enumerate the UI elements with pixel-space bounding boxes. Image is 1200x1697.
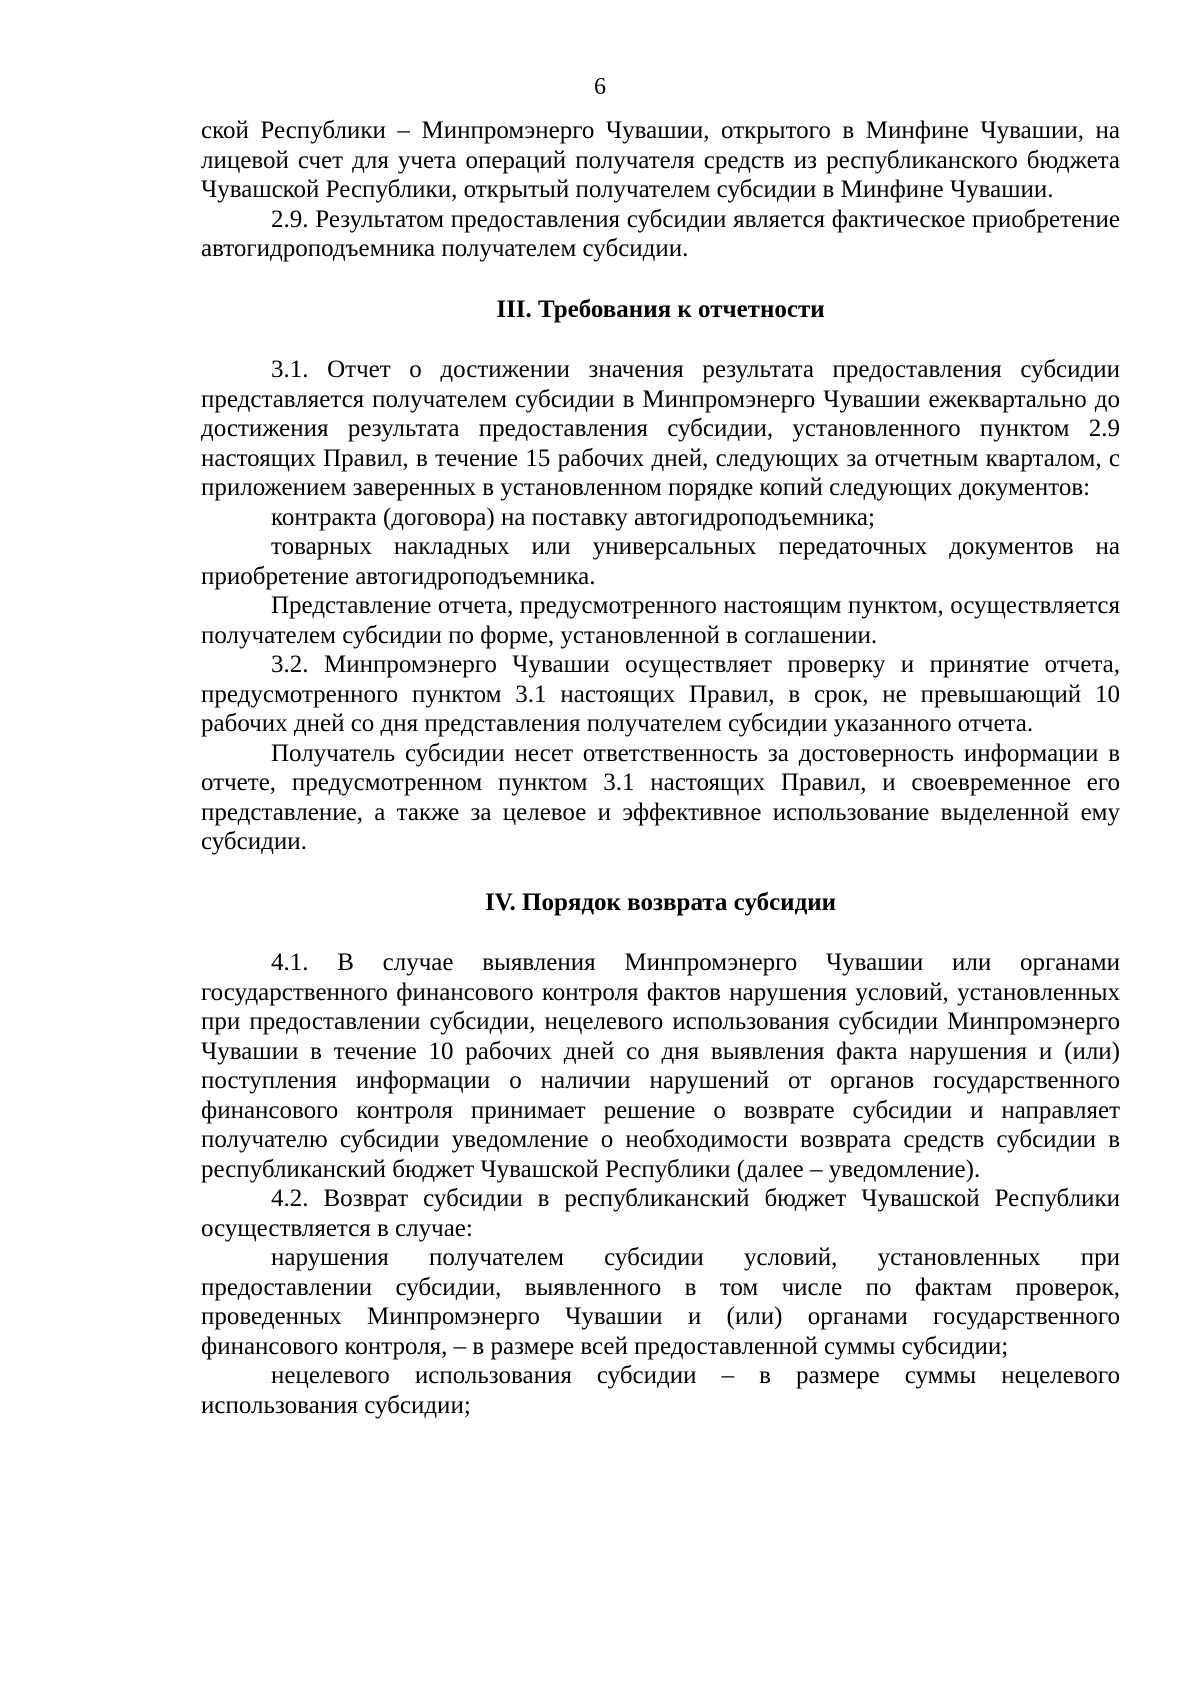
paragraph-3-1: 3.1. Отчет о достижении значения результата предоставления субсидии представляется получателем субсидии в Минпромэнерго Чувашии ежеквартально до достижения результата предоставления субсидии, установленного пунктом 2.9 настоящих Правил, в течение 15 рабочих дней, следующих за отчетным кварталом, с приложением заверенных в установленном порядке копий следующих документов: [201, 356, 1120, 501]
paragraph-invoices-item: товарных накладных или универсальных передаточных документов на приобретение автогидроподъемника. [201, 533, 1120, 590]
paragraph-4-1: 4.1. В случае выявления Минпромэнерго Чувашии или органами государственного финансового контроля фактов нарушения условий, установленных при предоставлении субсидии, нецелевого использования субсидии Минпромэнерго Чувашии в течение 10 рабочих дней со дня выявления факта нарушения и (или) поступления информации о наличии нарушений от органов государственного финансового контроля принимает решение о возврате субсидии и направляет получателю субсидии уведомление о необходимости возврата средств субсидии в республиканский бюджет Чувашской Республики (далее – уведомление). [201, 949, 1120, 1183]
document-body [201, 116, 1120, 1420]
paragraph-report-form: Представление отчета, предусмотренного настоящим пунктом, осуществляется получателем субсидии по форме, установленной в соглашении. [201, 592, 1120, 649]
paragraph-4-2: 4.2. Возврат субсидии в республиканский бюджет Чувашской Республики осуществляется в случае: [201, 1185, 1120, 1242]
page-number: 6 [594, 74, 606, 100]
paragraph-violation-case: нарушения получателем субсидии условий, установленных при предоставлении субсидии, выявленного в том числе по фактам проверок, проведенных Минпромэнерго Чувашии и (или) органами государственного финансового контроля, – в размере всей предоставленной суммы субсидии; [201, 1244, 1120, 1360]
paragraph-continuation: ской Республики – Минпромэнерго Чувашии, открытого в Минфине Чувашии, на лицевой счет для учета операций получателя средств из республиканского бюджета Чувашской Республики, открытый получателем субсидии в Минфине Чувашии. [201, 117, 1120, 203]
paragraph-contract-item: контракта (договора) на поставку автогидроподъемника; [271, 503, 875, 531]
paragraph-responsibility: Получатель субсидии несет ответственность за достоверность информации в отчете, предусмотренном пунктом 3.1 настоящих Правил, и своевременное его представление, а также за целевое и эффективное использование выделенной ему субсидии. [201, 739, 1120, 855]
paragraph-3-2: 3.2. Минпромэнерго Чувашии осуществляет проверку и принятие отчета, предусмотренного пунктом 3.1 настоящих Правил, в срок, не превышающий 10 рабочих дней со дня представления получателем субсидии указанного отчета. [201, 651, 1120, 737]
paragraph-misuse-case: нецелевого использования субсидии – в размере суммы нецелевого использования субсидии; [201, 1362, 1120, 1419]
section-3-heading: III. Требования к отчетности [496, 295, 825, 323]
paragraph-2-9: 2.9. Результатом предоставления субсидии является фактическое приобретение автогидроподъемника получателем субсидии. [201, 205, 1120, 262]
section-4-heading: IV. Порядок возврата субсидии [484, 888, 837, 916]
